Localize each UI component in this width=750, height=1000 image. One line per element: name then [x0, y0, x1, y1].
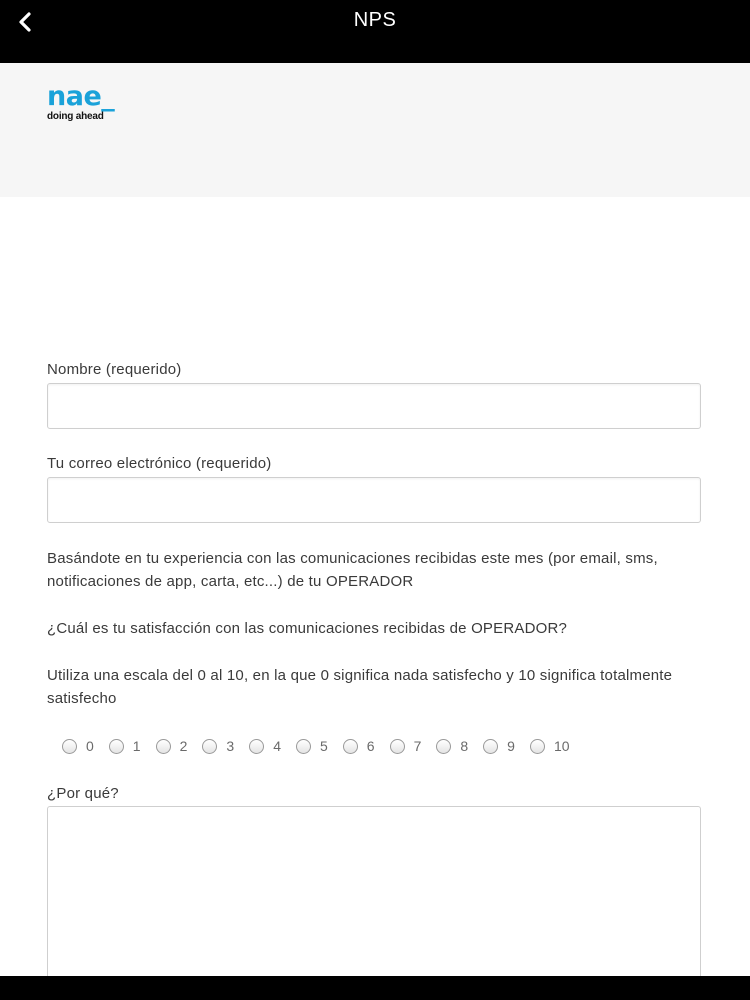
- radio-button[interactable]: [249, 739, 264, 754]
- scale-option-9[interactable]: [483, 738, 515, 754]
- navigation-bar: [0, 0, 750, 63]
- scale-option-label: 0: [86, 738, 94, 754]
- scale-option-label: 8: [460, 738, 469, 754]
- scale-option-label: 7: [413, 738, 422, 754]
- scale-option-label: 2: [179, 738, 188, 754]
- scale-option-label: 6: [366, 738, 375, 754]
- scale-option-label: 5: [319, 738, 328, 754]
- radio-button[interactable]: [202, 739, 217, 754]
- radio-button[interactable]: [343, 739, 358, 754]
- radio-button[interactable]: [390, 739, 405, 754]
- email-input[interactable]: [47, 477, 701, 523]
- scale-option-1[interactable]: [109, 738, 141, 754]
- question-text: ¿Cuál es tu satisfacción con las comunicaciones recibidas de OPERADOR?: [47, 620, 568, 637]
- radio-button[interactable]: [436, 739, 451, 754]
- scale-option-label: 10: [553, 738, 570, 754]
- radio-button[interactable]: [530, 739, 545, 754]
- scale-option-label: 3: [226, 738, 235, 754]
- scale-option-10[interactable]: [530, 738, 570, 754]
- scale-option-2[interactable]: [156, 738, 188, 754]
- logo-tagline: doing ahead: [47, 111, 104, 122]
- radio-button[interactable]: [156, 739, 171, 754]
- radio-button[interactable]: [296, 739, 311, 754]
- radio-button[interactable]: [109, 739, 124, 754]
- scale-hint-text: Utiliza una escala del 0 al 10, en la que 0 significa nada satisfecho y 10 significa totalmente satisfecho: [47, 667, 673, 707]
- scale-option-8[interactable]: [436, 738, 468, 754]
- nps-scale: [62, 735, 585, 757]
- scale-option-4[interactable]: [249, 738, 281, 754]
- why-textarea[interactable]: [47, 806, 701, 978]
- radio-button[interactable]: [62, 739, 77, 754]
- name-input[interactable]: [47, 383, 701, 429]
- intro-text: Basándote en tu experiencia con las comunicaciones recibidas este mes (por email, sms, notificaciones de app, carta, etc...) de tu OPERADOR: [47, 550, 658, 590]
- scale-option-6[interactable]: [343, 738, 375, 754]
- scale-option-0[interactable]: [62, 738, 94, 754]
- scale-option-3[interactable]: [202, 738, 234, 754]
- name-label: Nombre (requerido): [47, 361, 182, 378]
- page-title: NPS: [353, 9, 397, 31]
- brand-logo[interactable]: [47, 82, 137, 128]
- logo-wordmark: nae_: [47, 81, 115, 112]
- why-label: ¿Por qué?: [47, 785, 119, 802]
- scale-option-label: 1: [132, 738, 141, 754]
- bottom-bar: [0, 976, 750, 1000]
- scale-option-5[interactable]: [296, 738, 328, 754]
- email-label: Tu correo electrónico (requerido): [47, 455, 272, 472]
- scale-option-label: 4: [273, 738, 281, 754]
- radio-button[interactable]: [483, 739, 498, 754]
- scale-option-label: 9: [507, 738, 515, 754]
- scale-option-7[interactable]: [390, 738, 422, 754]
